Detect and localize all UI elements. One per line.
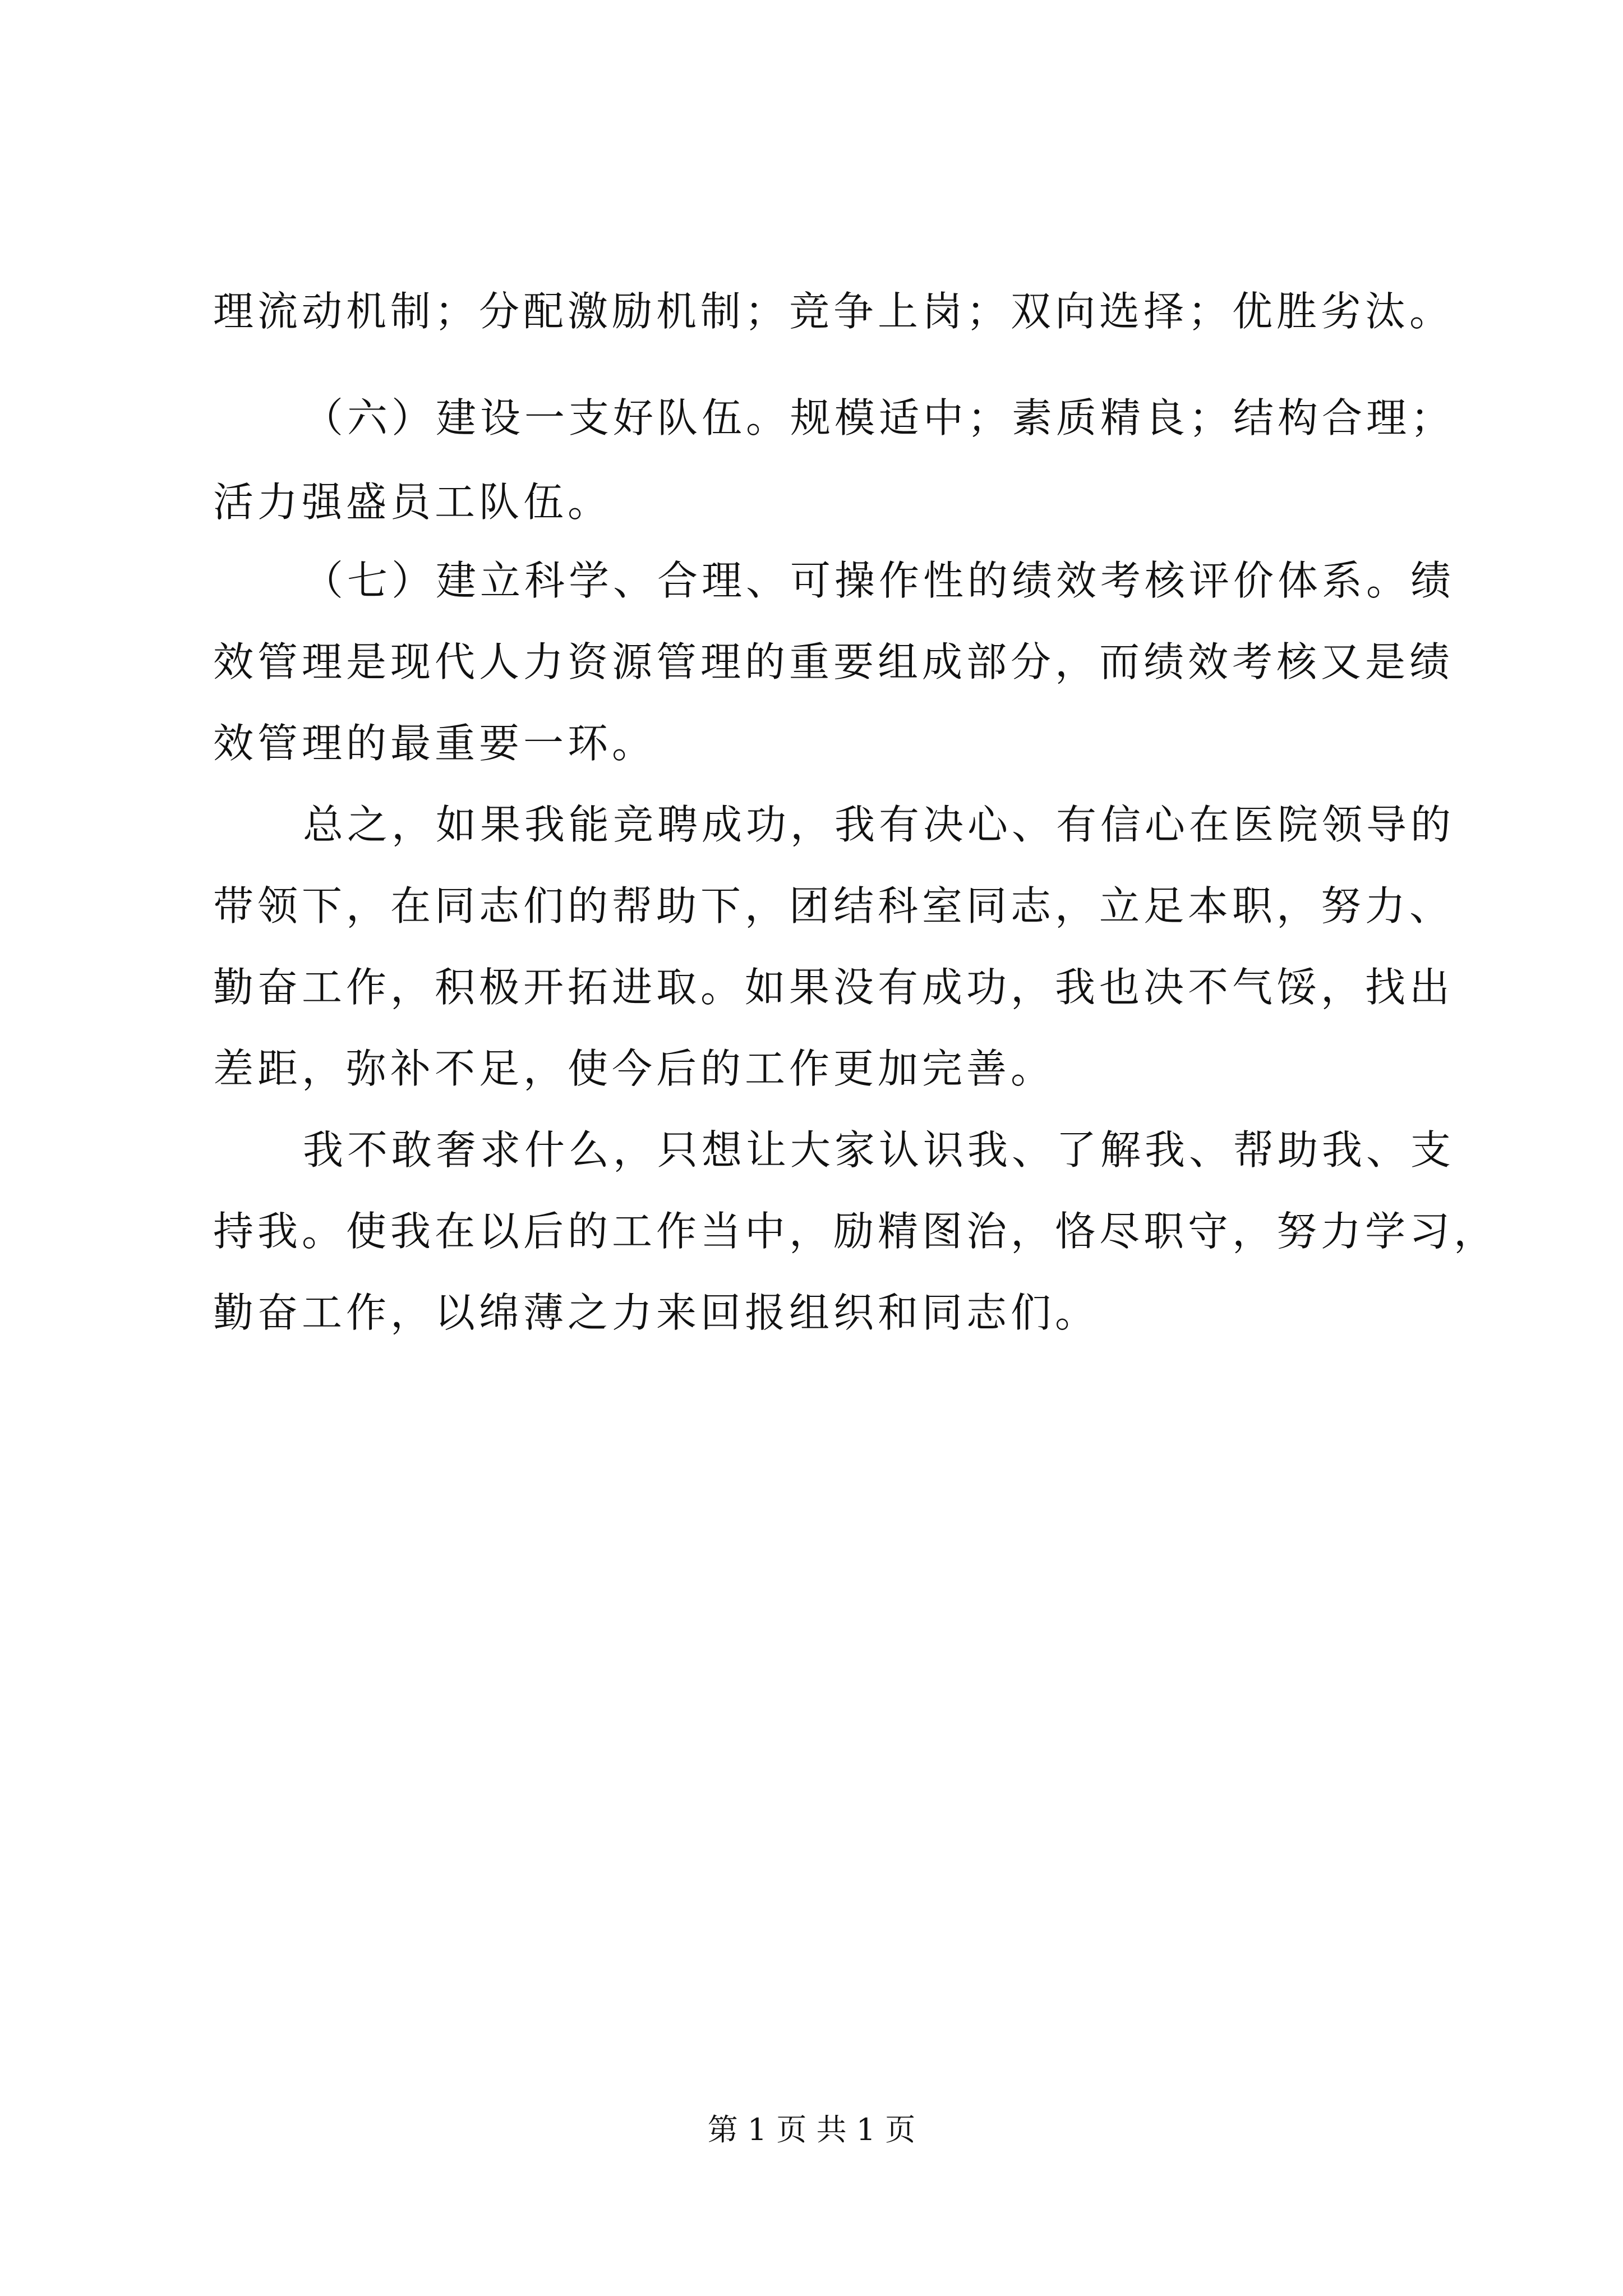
body-line: 效管理是现代人力资源管理的重要组成部分，而绩效考核又是绩 bbox=[213, 638, 1454, 685]
body-line: 勤奋工作，以绵薄之力来回报组织和同志们。 bbox=[213, 1289, 1100, 1336]
page-number-footer: 第 1 页 共 1 页 bbox=[707, 2112, 916, 2147]
body-line: 我不敢奢求什么，只想让大家认识我、了解我、帮助我、支 bbox=[303, 1126, 1455, 1174]
body-line: （七）建立科学、合理、可操作性的绩效考核评价体系。绩 bbox=[303, 557, 1455, 604]
body-line: 效管理的最重要一环。 bbox=[213, 720, 657, 767]
body-line: 理流动机制；分配激励机制；竞争上岗；双向选择；优胜劣汰。 bbox=[213, 288, 1454, 335]
body-line: 带领下，在同志们的帮助下，团结科室同志，立足本职，努力、 bbox=[213, 882, 1454, 930]
body-line: 活力强盛员工队伍。 bbox=[213, 478, 612, 526]
body-line: 持我。使我在以后的工作当中，励精图治，恪尽职守，努力学习， bbox=[213, 1208, 1498, 1255]
body-line: 勤奋工作，积极开拓进取。如果没有成功，我也决不气馁，找出 bbox=[213, 964, 1454, 1011]
body-line: （六）建设一支好队伍。规模适中；素质精良；结构合理； bbox=[303, 394, 1455, 441]
body-line: 总之，如果我能竞聘成功，我有决心、有信心在医院领导的 bbox=[303, 801, 1455, 848]
body-line: 差距，弥补不足，使今后的工作更加完善。 bbox=[213, 1045, 1055, 1092]
